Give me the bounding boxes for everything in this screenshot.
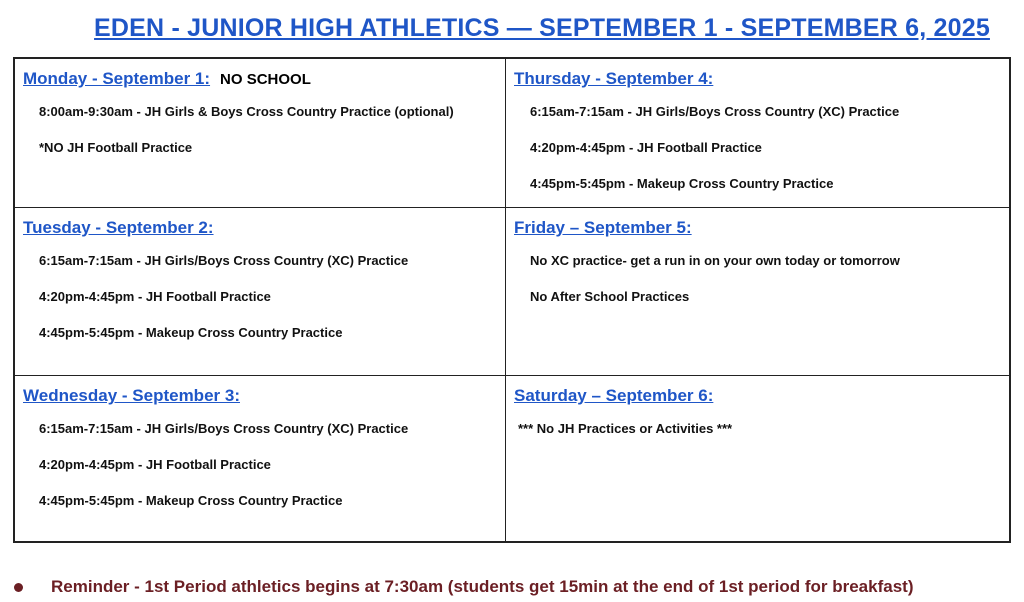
schedule-item: 4:45pm-5:45pm - Makeup Cross Country Practice bbox=[530, 176, 834, 191]
page-title: EDEN - JUNIOR HIGH ATHLETICS — SEPTEMBER 1 - SEPTEMBER 6, 2025 bbox=[94, 14, 990, 42]
day-heading: Tuesday - September 2: bbox=[23, 218, 214, 237]
day-cell-wednesday bbox=[15, 376, 506, 541]
day-cell-monday bbox=[15, 59, 506, 208]
day-cell-tuesday bbox=[15, 208, 506, 376]
day-cell-saturday bbox=[506, 376, 1009, 541]
schedule-item: 4:45pm-5:45pm - Makeup Cross Country Practice bbox=[39, 325, 343, 340]
schedule-grid bbox=[13, 57, 1011, 543]
schedule-item: *** No JH Practices or Activities *** bbox=[518, 421, 733, 436]
schedule-item: 6:15am-7:15am - JH Girls/Boys Cross Country (XC) Practice bbox=[530, 104, 900, 119]
schedule-item: No After School Practices bbox=[530, 289, 690, 304]
schedule-item: *NO JH Football Practice bbox=[39, 140, 193, 155]
day-heading: Thursday - September 4: bbox=[514, 69, 714, 88]
day-heading: Saturday – September 6: bbox=[514, 386, 714, 405]
day-heading: Friday – September 5: bbox=[514, 218, 692, 237]
schedule-item: 4:20pm-4:45pm - JH Football Practice bbox=[39, 457, 271, 472]
schedule-item: No XC practice- get a run in on your own today or tomorrow bbox=[530, 253, 900, 268]
schedule-item: 4:45pm-5:45pm - Makeup Cross Country Practice bbox=[39, 493, 343, 508]
reminder-note bbox=[14, 577, 913, 597]
day-cell-thursday bbox=[506, 59, 1009, 208]
day-note: NO SCHOOL bbox=[220, 71, 311, 88]
schedule-item: 8:00am-9:30am - JH Girls & Boys Cross Country Practice (optional) bbox=[39, 104, 454, 119]
schedule-item: 6:15am-7:15am - JH Girls/Boys Cross Country (XC) Practice bbox=[39, 421, 409, 436]
day-heading: Monday - September 1: bbox=[23, 69, 211, 88]
bullet-icon bbox=[14, 583, 23, 592]
reminder-text: Reminder - 1st Period athletics begins at 7:30am (students get 15min at the end of 1st period for breakfast) bbox=[51, 577, 914, 596]
day-cell-friday bbox=[506, 208, 1009, 376]
schedule-item: 6:15am-7:15am - JH Girls/Boys Cross Country (XC) Practice bbox=[39, 253, 409, 268]
schedule-item: 4:20pm-4:45pm - JH Football Practice bbox=[530, 140, 762, 155]
day-heading: Wednesday - September 3: bbox=[23, 386, 240, 405]
schedule-item: 4:20pm-4:45pm - JH Football Practice bbox=[39, 289, 271, 304]
